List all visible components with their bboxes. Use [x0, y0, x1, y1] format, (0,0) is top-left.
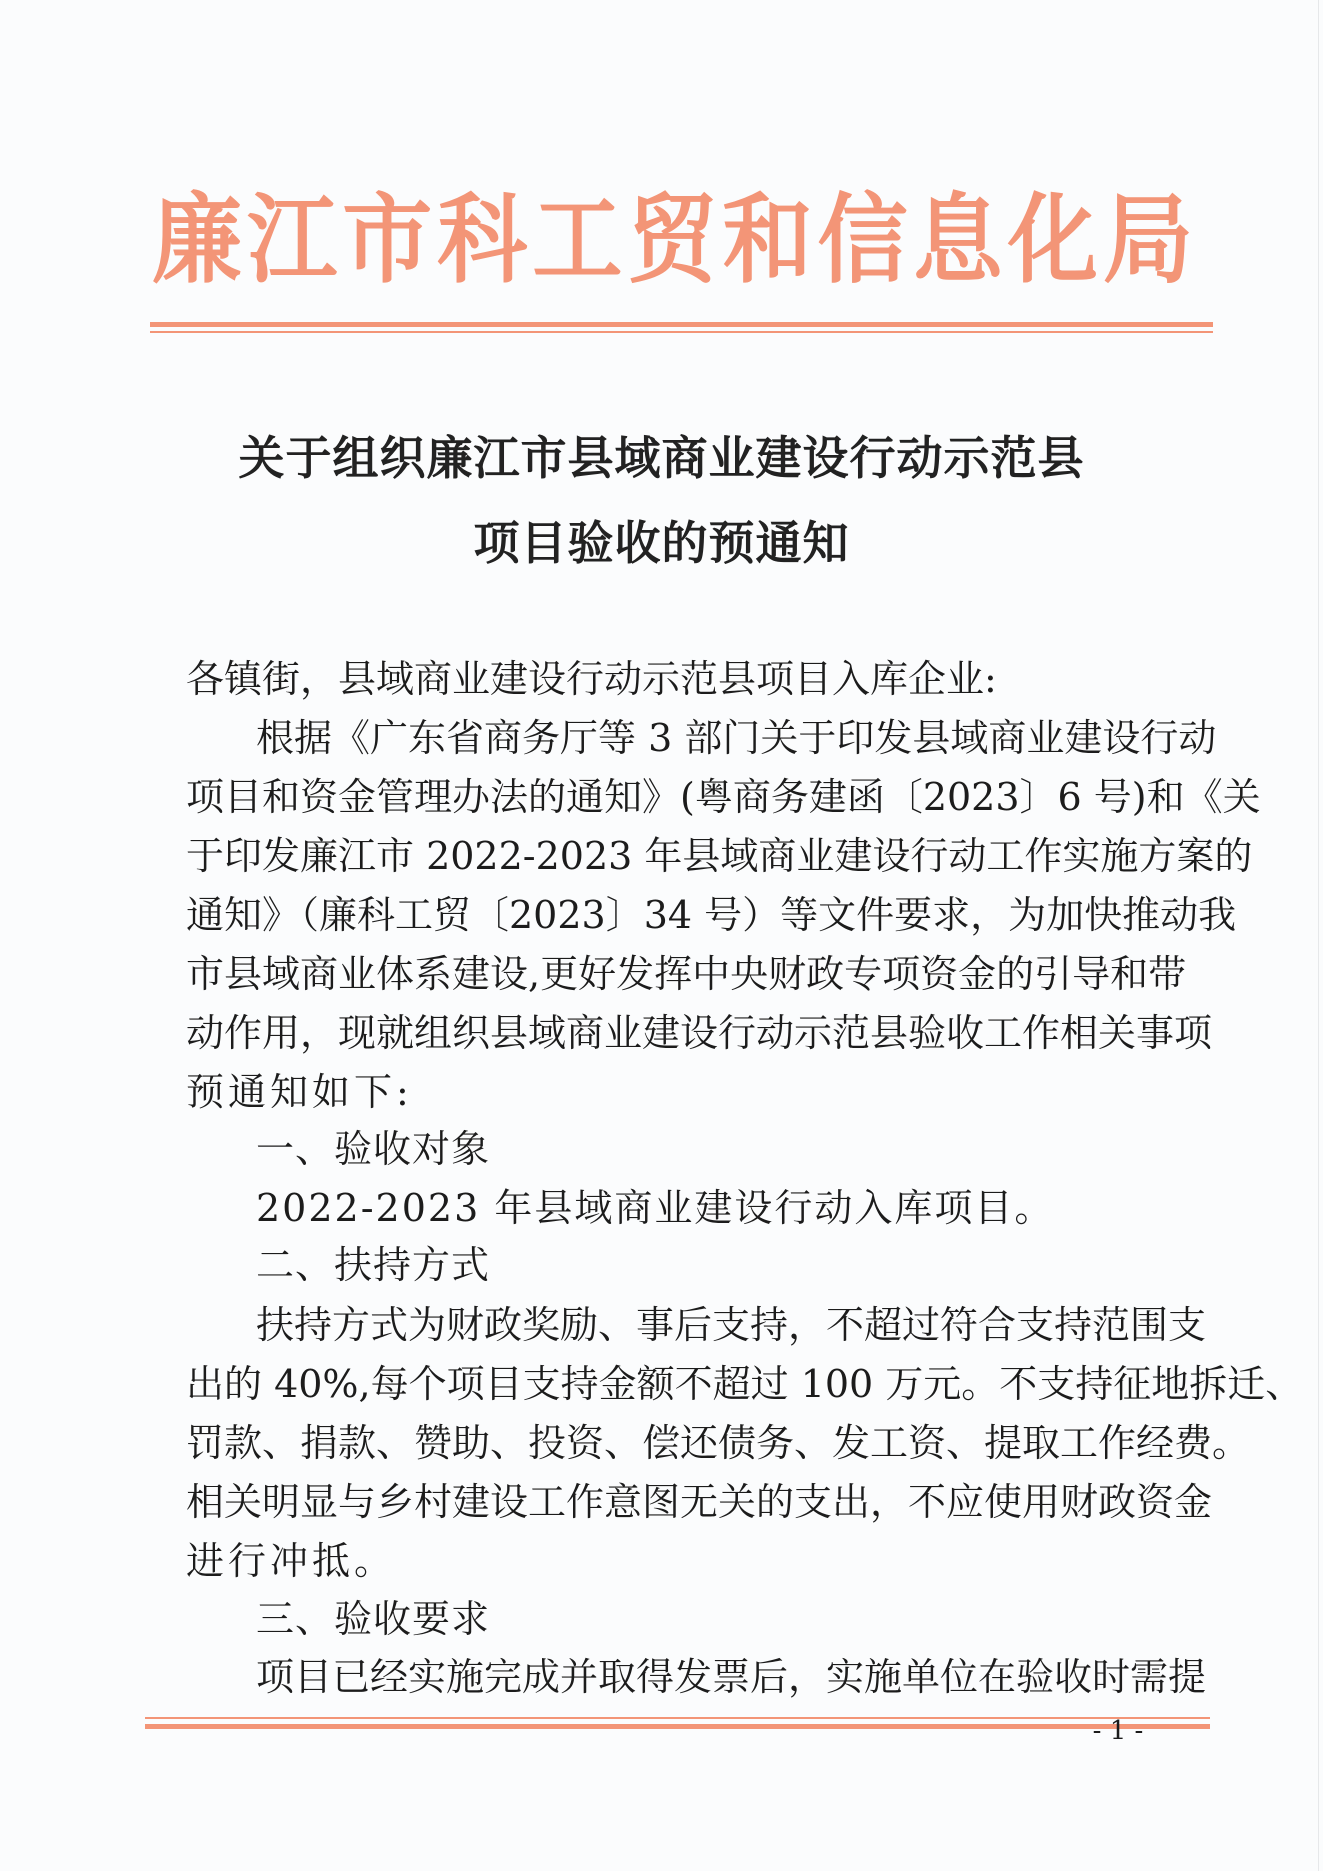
footer-rule-thick: [145, 1724, 1210, 1729]
intro-line: 通知》（廉科工贸〔2023〕34 号）等文件要求，为加快推动我: [186, 893, 1237, 937]
header-rule-thick: [150, 322, 1213, 327]
page-edge: [1318, 0, 1319, 1871]
letterhead-char: 和: [722, 182, 813, 298]
intro-line: 动作用，现就组织县域商业建设行动示范县验收工作相关事项: [186, 1011, 1213, 1055]
salutation: 各镇街，县域商业建设行动示范县项目入库企业:: [186, 657, 997, 701]
intro-line: 市县域商业体系建设,更好发挥中央财政专项资金的引导和带: [186, 952, 1187, 996]
section-heading-1: 一、验收对象: [256, 1127, 491, 1171]
header-rule-thin: [150, 331, 1213, 333]
letterhead-org-name: [150, 182, 1195, 298]
section-2-line: 相关明显与乡村建设工作意图无关的支出，不应使用财政资金: [186, 1480, 1213, 1524]
letterhead-char: 市: [342, 182, 433, 298]
section-2-line: 进行冲抵。: [186, 1539, 397, 1583]
letterhead-char: 信: [817, 182, 908, 298]
letterhead-char: 息: [912, 182, 1003, 298]
section-heading-2: 二、扶持方式: [256, 1243, 491, 1287]
intro-line: 预通知如下:: [186, 1070, 413, 1114]
letterhead-char: 局: [1102, 182, 1193, 298]
document-title-line-2: 项目验收的预通知: [473, 516, 850, 570]
intro-line: 根据《广东省商务厅等 3 部门关于印发县域商业建设行动: [256, 716, 1217, 760]
footer-rule-thin: [145, 1717, 1210, 1719]
section-3-line: 项目已经实施完成并取得发票后，实施单位在验收时需提: [256, 1655, 1207, 1699]
page-number: - 1 -: [1092, 1716, 1144, 1746]
section-2-line: 扶持方式为财政奖励、事后支持，不超过符合支持范围支: [256, 1303, 1207, 1347]
letterhead-char: 科: [437, 182, 528, 298]
letterhead-char: 廉: [152, 182, 242, 298]
section-2-line: 出的 40%,每个项目支持金额不超过 100 万元。不支持征地拆迁、: [186, 1362, 1304, 1406]
intro-line: 项目和资金管理办法的通知》(粤商务建函〔2023〕6 号)和《关: [186, 775, 1261, 819]
document-title-line-1: 关于组织廉江市县域商业建设行动示范县: [238, 431, 1085, 485]
intro-line: 于印发廉江市 2022-2023 年县域商业建设行动工作实施方案的: [186, 834, 1253, 878]
section-heading-3: 三、验收要求: [256, 1597, 491, 1641]
letterhead-char: 化: [1007, 182, 1098, 298]
letterhead-char: 贸: [627, 182, 718, 298]
section-1-line: 2022-2023 年县域商业建设行动入库项目。: [256, 1186, 1055, 1230]
letterhead-char: 江: [247, 182, 338, 298]
section-2-line: 罚款、捐款、赞助、投资、偿还债务、发工资、提取工作经费。: [186, 1421, 1251, 1465]
letterhead-char: 工: [532, 182, 623, 298]
